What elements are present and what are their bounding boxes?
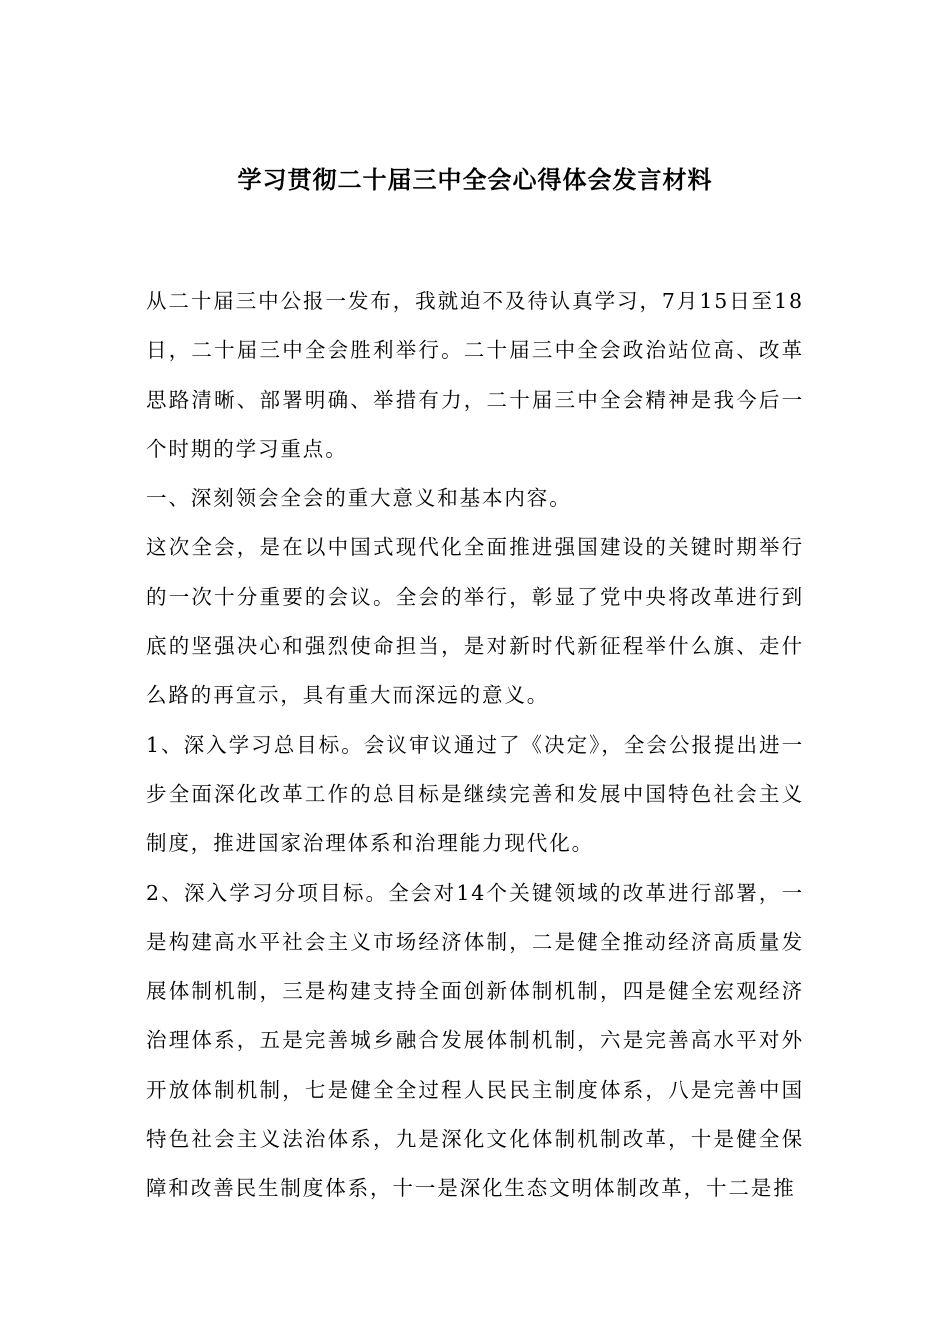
document-title: 学习贯彻二十届三中全会心得体会发言材料	[237, 165, 713, 194]
paragraph-sub-goals: 2、深入学习分项目标。全会对14个关键领域的改革进行部署，一是构建高水平社会主义市场经济体制，二是健全推动经济高质量发展体制机制，三是构建支持全面创新体制机制，四是健全宏观经济治理体系，五是完善城乡融合发展体制机制，六是完善高水平对外开放体制机制，七是健全全过程人民民主制度体系，八是完善中国特色社会主义法治体系，九是深化文化体制机制改革，十是健全保障和改善民生制度体系，十一是深化生态文明体制改革，十二是推	[146, 880, 804, 1201]
paragraph-significance: 这次全会，是在以中国式现代化全面推进强国建设的关键时期举行的一次十分重要的会议。全会的举行，彰显了党中央将改革进行到底的坚强决心和强烈使命担当，是对新时代新征程举什么旗、走什么路的再宣示，具有重大而深远的意义。	[146, 535, 804, 708]
document-body	[146, 277, 804, 1214]
paragraph-overall-goal: 1、深入学习总目标。会议审议通过了《决定》，全会公报提出进一步全面深化改革工作的总目标是继续完善和发展中国特色社会主义制度，推进国家治理体系和治理能力现代化。	[146, 732, 804, 856]
section-heading-1: 一、深刻领会全会的重大意义和基本内容。	[146, 486, 572, 511]
paragraph-intro: 从二十届三中公报一发布，我就迫不及待认真学习，7月15日至18日，二十届三中全会胜利举行。二十届三中全会政治站位高、改革思路清晰、部署明确、举措有力，二十届三中全会精神是我今后一个时期的学习重点。	[146, 289, 804, 461]
